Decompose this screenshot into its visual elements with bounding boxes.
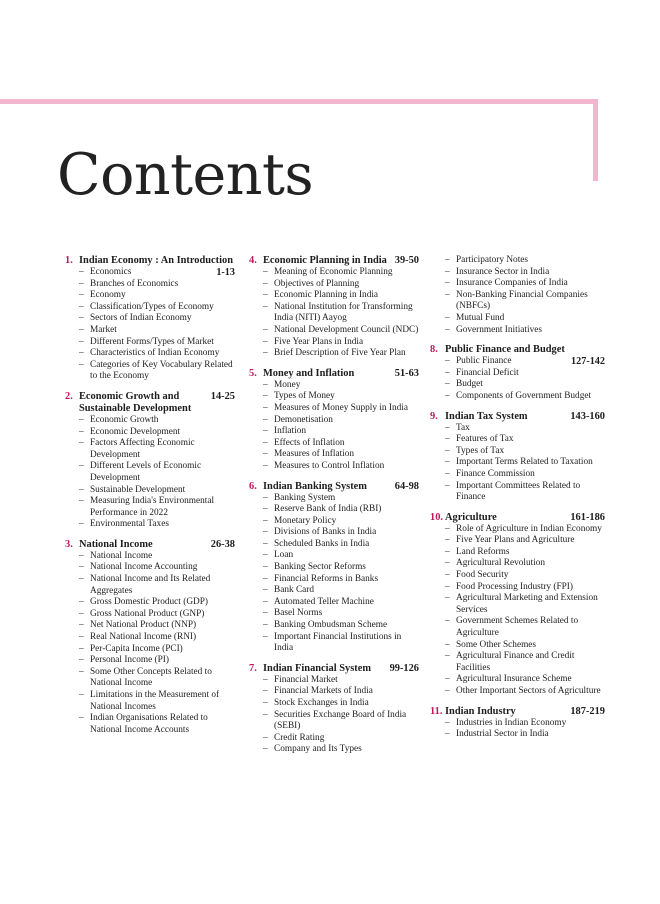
topic-item xyxy=(445,423,605,435)
topic-text: Economic Development xyxy=(90,426,181,437)
topic-text: Measures to Control Inflation xyxy=(274,460,385,471)
topic-item xyxy=(79,325,235,337)
topic-text: Important Committees Related to Finance xyxy=(456,480,581,503)
topic-item xyxy=(79,302,235,314)
topic-item xyxy=(445,651,605,674)
topic-text: Features of Tax xyxy=(456,434,514,445)
chapter-number: 7. xyxy=(249,662,257,674)
topic-text: Mutual Fund xyxy=(456,312,505,323)
toc-column-2 xyxy=(249,255,419,764)
topic-item xyxy=(79,438,235,461)
topic-text: Factors Affecting Economic Development xyxy=(90,438,195,460)
chapter-number: 9. xyxy=(430,410,438,422)
topic-text: Banking Ombudsman Scheme xyxy=(274,620,388,631)
topic-text: Government Initiatives xyxy=(456,324,542,335)
topic-text: Branches of Economics xyxy=(90,278,179,289)
topic-text: Insurance Companies of India xyxy=(456,278,568,289)
topic-item xyxy=(445,729,605,741)
chapter-number: 10. xyxy=(430,511,443,523)
topic-text: Bank Card xyxy=(274,585,315,596)
chapter-title: National Income xyxy=(79,538,153,550)
topic-item xyxy=(79,360,235,383)
topic-text: Five Year Plans and Agriculture xyxy=(456,535,575,546)
chapter-pages: 14-25 xyxy=(210,390,235,402)
chapter-heading xyxy=(430,411,605,423)
topic-item xyxy=(445,524,605,536)
topic-text: Financial Market xyxy=(274,674,338,685)
topic-list xyxy=(65,551,235,737)
topic-item xyxy=(263,686,419,698)
topic-text: Brief Description of Five Year Plan xyxy=(274,348,406,359)
topic-text: Classification/Types of Economy xyxy=(90,301,214,312)
topic-text: Real National Income (RNI) xyxy=(90,632,197,643)
chapter-heading xyxy=(249,663,419,675)
topic-item xyxy=(263,539,419,551)
chapter-title: Indian Industry xyxy=(445,705,516,717)
chapter-title-wrap xyxy=(445,411,605,423)
topic-item xyxy=(263,391,419,403)
toc-chapter xyxy=(249,368,419,473)
topic-text: National Income xyxy=(90,550,153,561)
topic-text: Agricultural Finance and Credit Facilities xyxy=(456,651,575,673)
chapter-title-wrap xyxy=(263,368,419,380)
topic-text: Banking Sector Reforms xyxy=(274,562,366,573)
chapter-title-wrap xyxy=(79,255,235,267)
topic-list xyxy=(430,423,605,504)
topic-item xyxy=(263,415,419,427)
chapter-number: 1. xyxy=(65,255,73,266)
topic-text: Money xyxy=(274,379,301,390)
topic-text: Market xyxy=(90,324,117,335)
topic-item xyxy=(263,527,419,539)
topic-text: Some Other Schemes xyxy=(456,639,537,650)
decorative-pink-bar-vertical xyxy=(593,99,598,181)
topic-item xyxy=(445,278,605,290)
chapter-title: Money and Inflation xyxy=(263,367,355,379)
chapter-title: Public Finance and Budget xyxy=(445,344,565,356)
toc-chapter xyxy=(430,706,605,741)
chapter-pages: 26-38 xyxy=(210,538,235,550)
topic-item xyxy=(445,434,605,446)
topic-text: Other Important Sectors of Agriculture xyxy=(456,686,601,696)
toc-chapter xyxy=(249,663,419,756)
topic-item xyxy=(263,608,419,620)
topic-list xyxy=(65,415,235,531)
chapter-number: 4. xyxy=(249,255,257,266)
topic-text: Components of Government Budget xyxy=(456,390,592,401)
chapter-pages: 143-160 xyxy=(570,410,605,422)
chapter-pages: 51-63 xyxy=(394,367,419,379)
topic-text: Financial Reforms in Banks xyxy=(274,573,379,584)
chapter-title-wrap xyxy=(445,344,605,356)
topic-item xyxy=(445,391,605,403)
topic-item xyxy=(445,356,605,368)
topic-text: Characteristics of Indian Economy xyxy=(90,348,220,359)
topic-item xyxy=(263,461,419,473)
topic-item xyxy=(445,313,605,325)
topic-list xyxy=(65,267,235,383)
topic-text: Economic Planning in India xyxy=(274,290,379,301)
topic-text: Industrial Sector in India xyxy=(456,729,549,740)
topic-item xyxy=(263,337,419,349)
topic-text: Economics xyxy=(90,267,132,277)
topic-item xyxy=(79,562,235,574)
topic-item xyxy=(445,686,605,698)
topic-text: Some Other Concepts Related to National Income xyxy=(90,666,212,689)
topic-text: Five Year Plans in India xyxy=(274,336,364,347)
topic-item xyxy=(263,574,419,586)
topic-item xyxy=(445,558,605,570)
topic-text: Stock Exchanges in India xyxy=(274,698,369,708)
chapter-title-wrap xyxy=(79,391,235,415)
topic-text: Economy xyxy=(90,290,126,301)
topic-text: Basel Norms xyxy=(274,608,323,619)
chapter-heading xyxy=(249,368,419,380)
topic-text: Personal Income (PI) xyxy=(90,655,170,666)
topic-text: Reserve Bank of India (RBI) xyxy=(274,504,382,515)
topic-item xyxy=(445,290,605,313)
topic-text: Types of Tax xyxy=(456,445,505,456)
topic-text: Objectives of Planning xyxy=(274,278,360,289)
topic-text: Per-Capita Income (PCI) xyxy=(90,643,183,654)
chapter-heading xyxy=(430,512,605,524)
chapter-title-wrap xyxy=(263,481,419,493)
topic-text: Gross National Product (GNP) xyxy=(90,608,205,619)
topic-item xyxy=(445,535,605,547)
topic-item xyxy=(263,302,419,325)
topic-item xyxy=(445,640,605,652)
chapter-title-wrap xyxy=(263,255,419,267)
topic-text: Inflation xyxy=(274,426,307,437)
toc-chapter xyxy=(430,255,605,336)
topic-text: Financial Deficit xyxy=(456,367,519,378)
topic-text: Types of Money xyxy=(274,391,335,402)
topic-text: Important Financial Institutions in India xyxy=(274,631,402,654)
topic-item xyxy=(79,427,235,439)
topic-text: Measures of Money Supply in India xyxy=(274,402,409,413)
topic-item xyxy=(263,710,419,733)
chapter-number: 5. xyxy=(249,367,257,379)
topic-item xyxy=(263,744,419,756)
topic-text: Measures of Inflation xyxy=(274,449,355,460)
topic-item xyxy=(445,379,605,391)
topic-item xyxy=(79,290,235,302)
topic-item xyxy=(79,415,235,427)
topic-item xyxy=(79,609,235,621)
topic-item xyxy=(263,585,419,597)
topic-item xyxy=(445,368,605,380)
topic-text: Tax xyxy=(456,422,470,433)
chapter-pages: 64-98 xyxy=(394,480,419,492)
chapter-title: Indian Financial System xyxy=(263,662,371,674)
topic-text: Role of Agriculture in Indian Economy xyxy=(456,523,602,534)
chapter-title: Indian Economy : An Introduction xyxy=(79,255,233,266)
topic-text: Different Levels of Economic Development xyxy=(90,461,202,483)
topic-item xyxy=(263,279,419,291)
topic-item xyxy=(263,550,419,562)
topic-item xyxy=(263,597,419,609)
chapter-title-wrap xyxy=(445,512,605,524)
chapter-number: 2. xyxy=(65,390,73,402)
toc-column-3 xyxy=(430,255,605,749)
topic-text: Effects of Inflation xyxy=(274,437,345,448)
topic-item xyxy=(79,667,235,690)
topic-item xyxy=(79,485,235,497)
topic-item xyxy=(79,461,235,484)
topic-item xyxy=(263,348,419,360)
topic-item xyxy=(263,449,419,461)
topic-list xyxy=(430,356,605,402)
topic-item xyxy=(263,438,419,450)
toc-chapter xyxy=(430,411,605,504)
topic-text: Agricultural Revolution xyxy=(456,558,546,569)
topic-text: Measuring India's Environmental Performance in 2022 xyxy=(90,496,215,518)
topic-text: Loan xyxy=(274,550,294,561)
topic-item xyxy=(445,469,605,481)
chapter-number: 11. xyxy=(430,705,443,717)
chapter-heading xyxy=(430,706,605,718)
chapter-heading xyxy=(65,391,235,415)
topic-item xyxy=(79,496,235,519)
topic-item xyxy=(79,655,235,667)
topic-item xyxy=(445,267,605,279)
topic-text: Public Finance xyxy=(456,356,512,367)
topic-text: Agricultural Marketing and Extension Services xyxy=(456,593,598,615)
chapter-number: 8. xyxy=(430,344,438,356)
topic-text: Industries in Indian Economy xyxy=(456,717,567,728)
topic-text: Company and Its Types xyxy=(274,744,362,755)
topic-text: Indian Organisations Related to National Income Accounts xyxy=(90,713,208,735)
topic-item xyxy=(445,718,605,730)
toc-column-1 xyxy=(65,255,235,744)
topic-item xyxy=(263,733,419,745)
topic-item xyxy=(263,403,419,415)
chapter-title-wrap xyxy=(263,663,419,675)
topic-text: Land Reforms xyxy=(456,546,510,557)
topic-item xyxy=(263,267,419,279)
topic-item xyxy=(263,516,419,528)
topic-item xyxy=(79,597,235,609)
topic-text: Budget xyxy=(456,379,483,390)
topic-item xyxy=(263,493,419,505)
topic-text: National Institution for Transforming India (NITI) Aayog xyxy=(274,301,413,324)
chapter-title: Agriculture xyxy=(445,511,497,523)
topic-item xyxy=(263,620,419,632)
topic-item xyxy=(445,582,605,594)
topic-item xyxy=(263,698,419,710)
chapter-number: 3. xyxy=(65,538,73,550)
chapter-title: Economic Growth and Sustainable Development xyxy=(79,390,192,414)
topic-item xyxy=(79,348,235,360)
toc-chapter xyxy=(430,512,605,698)
topic-item xyxy=(445,593,605,616)
topic-item xyxy=(445,570,605,582)
chapter-pages: – 1-13 xyxy=(216,267,235,278)
topic-text: Meaning of Economic Planning xyxy=(274,267,393,277)
topic-item xyxy=(79,574,235,597)
chapter-heading xyxy=(249,481,419,493)
topic-text: National Development Council (NDC) xyxy=(274,324,419,335)
chapter-title-wrap xyxy=(79,539,235,551)
topic-item xyxy=(263,675,419,687)
topic-text: Food Security xyxy=(456,570,509,581)
topic-item xyxy=(263,504,419,516)
chapter-heading xyxy=(65,255,235,267)
topic-item xyxy=(263,632,419,655)
topic-text: Limitations in the Measurement of National Incomes xyxy=(90,690,220,712)
topic-text: Insurance Sector in India xyxy=(456,266,550,277)
topic-text: Non-Banking Financial Companies (NBFCs) xyxy=(456,289,588,312)
chapter-pages: 187-219 xyxy=(570,705,605,717)
topic-text: Sustainable Development xyxy=(90,484,186,495)
topic-list xyxy=(249,675,419,756)
topic-list xyxy=(430,524,605,698)
topic-item xyxy=(79,632,235,644)
topic-list xyxy=(249,380,419,473)
toc-chapter xyxy=(249,481,419,655)
topic-text: Financial Markets of India xyxy=(274,686,373,697)
chapter-title: Indian Tax System xyxy=(445,410,528,422)
toc-chapter xyxy=(249,255,419,360)
topic-text: Net National Product (NNP) xyxy=(90,620,197,631)
toc-chapter xyxy=(430,344,605,402)
topic-item xyxy=(445,446,605,458)
toc-chapter xyxy=(65,255,235,383)
chapter-heading xyxy=(65,539,235,551)
page-title: Contents xyxy=(57,142,314,208)
topic-text: Gross Domestic Product (GDP) xyxy=(90,597,209,608)
decorative-pink-bar-horizontal xyxy=(0,99,598,104)
topic-item xyxy=(79,690,235,713)
topic-item xyxy=(79,337,235,349)
topic-text: Different Forms/Types of Market xyxy=(90,336,214,347)
topic-item xyxy=(445,255,605,267)
topic-item xyxy=(79,519,235,531)
topic-text: Monetary Policy xyxy=(274,515,337,526)
topic-item xyxy=(445,616,605,639)
chapter-pages: 161-186 xyxy=(570,511,605,523)
topic-text: Food Processing Industry (FPI) xyxy=(456,581,573,592)
topic-item xyxy=(79,279,235,291)
toc-chapter xyxy=(65,391,235,531)
topic-item xyxy=(445,457,605,469)
chapter-heading xyxy=(430,344,605,356)
topic-text: Credit Rating xyxy=(274,732,325,743)
topic-item xyxy=(79,313,235,325)
topic-text: Banking System xyxy=(274,492,336,503)
chapter-pages: – 127-142 xyxy=(571,356,605,368)
topic-item xyxy=(263,562,419,574)
topic-list xyxy=(249,493,419,655)
topic-item xyxy=(263,426,419,438)
topic-item xyxy=(445,481,605,504)
topic-item xyxy=(79,551,235,563)
topic-text: Important Terms Related to Taxation xyxy=(456,457,593,468)
topic-text: Securities Exchange Board of India (SEBI) xyxy=(274,709,407,732)
topic-text: Environmental Taxes xyxy=(90,519,169,530)
topic-list xyxy=(249,267,419,360)
topic-text: Participatory Notes xyxy=(456,255,529,265)
topic-text: Government Schemes Related to Agriculture xyxy=(456,616,579,639)
toc-chapter xyxy=(65,539,235,737)
topic-item xyxy=(79,713,235,736)
topic-text: Automated Teller Machine xyxy=(274,596,374,607)
chapter-heading xyxy=(249,255,419,267)
topic-text: Economic Growth xyxy=(90,414,159,425)
topic-list xyxy=(430,255,605,336)
topic-item xyxy=(445,325,605,337)
topic-list xyxy=(430,718,605,741)
topic-text: National Income Accounting xyxy=(90,562,198,573)
topic-item xyxy=(79,644,235,656)
topic-text: Agricultural Insurance Scheme xyxy=(456,674,572,685)
topic-text: Scheduled Banks in India xyxy=(274,538,370,549)
chapter-pages: 39-50 xyxy=(394,255,419,266)
topic-text: Sectors of Indian Economy xyxy=(90,313,192,324)
topic-item xyxy=(445,547,605,559)
topic-item xyxy=(263,380,419,392)
chapter-title: Indian Banking System xyxy=(263,480,367,492)
chapter-number: 6. xyxy=(249,480,257,492)
topic-text: National Income and Its Related Aggregates xyxy=(90,574,211,596)
topic-item xyxy=(79,267,235,279)
topic-item xyxy=(79,620,235,632)
topic-item xyxy=(263,290,419,302)
topic-text: Divisions of Banks in India xyxy=(274,527,377,538)
chapter-title: Economic Planning in India xyxy=(263,255,387,266)
topic-text: Demonetisation xyxy=(274,414,333,425)
topic-item xyxy=(445,674,605,686)
topic-text: Finance Commission xyxy=(456,468,535,479)
topic-text: Categories of Key Vocabulary Related to the Economy xyxy=(90,359,233,382)
topic-item xyxy=(263,325,419,337)
chapter-title-wrap xyxy=(445,706,605,718)
chapter-pages: 99-126 xyxy=(389,662,419,674)
